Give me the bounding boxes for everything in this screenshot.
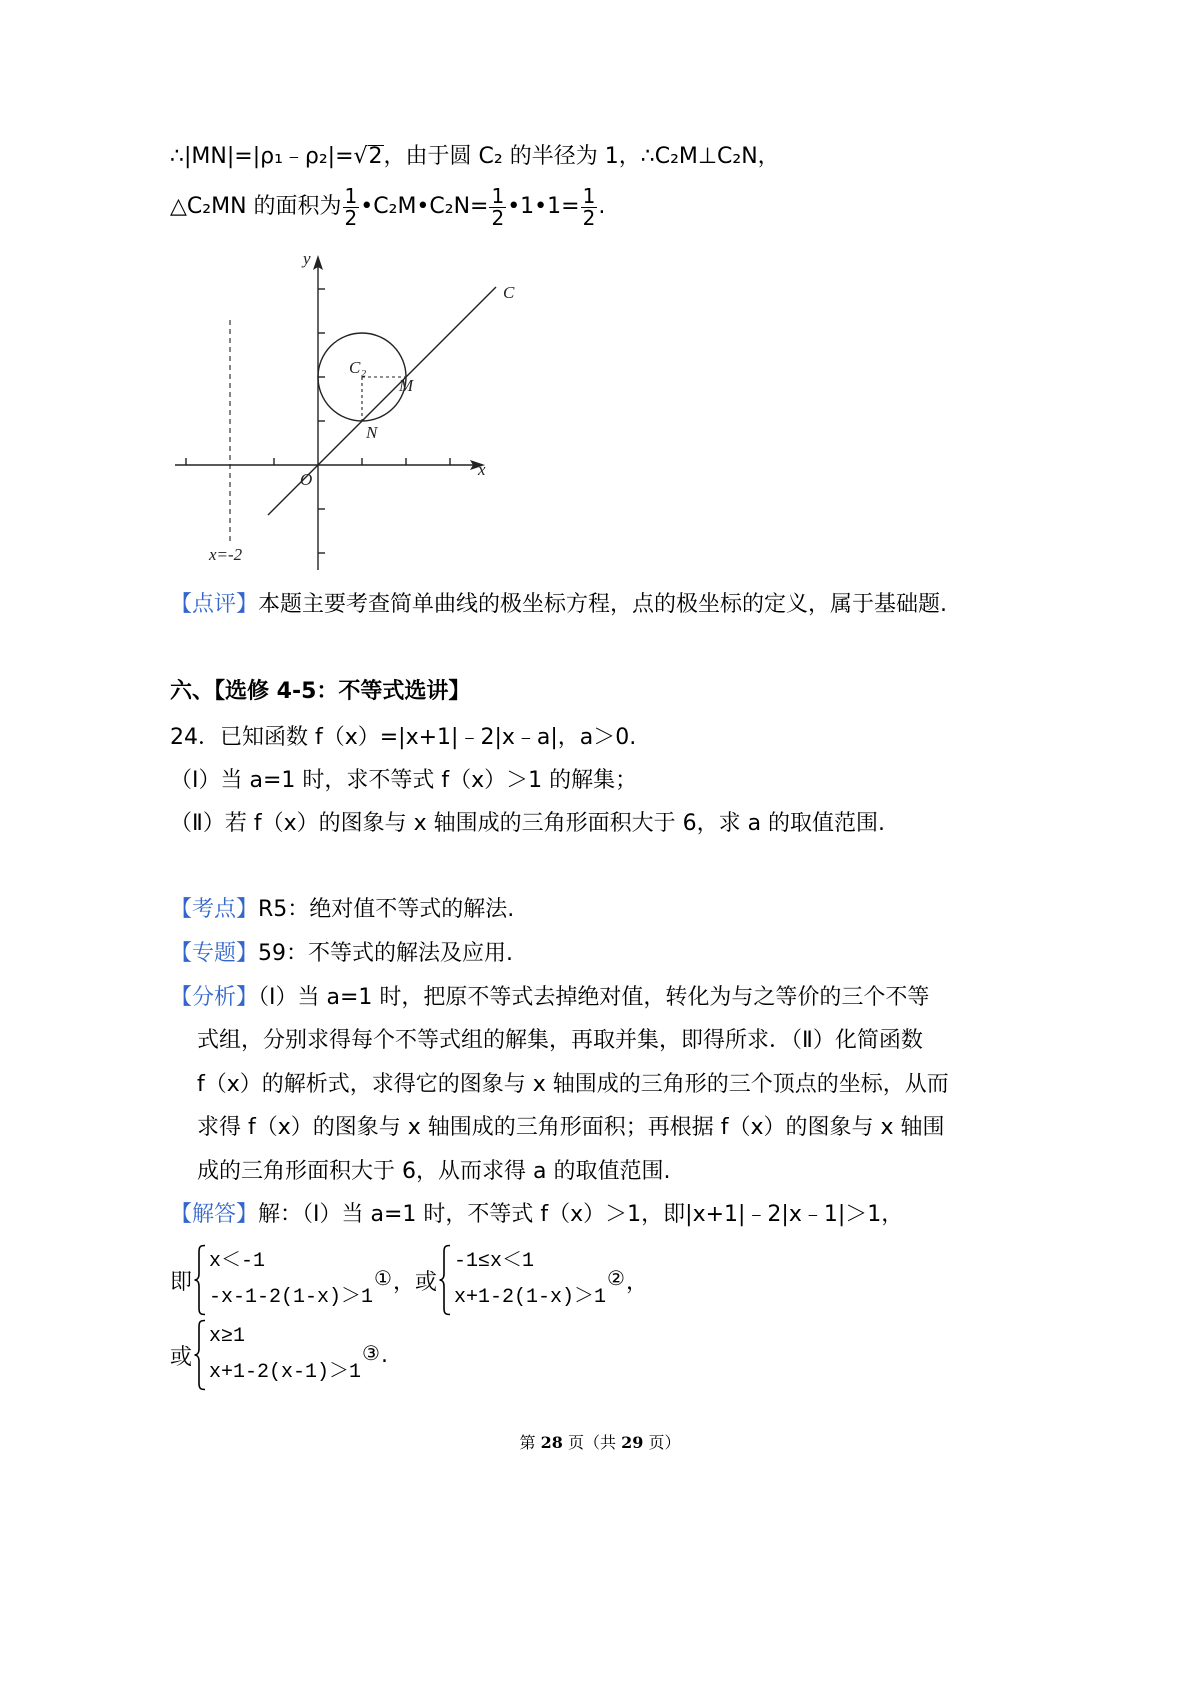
fraction-denominator: 2: [344, 205, 358, 230]
comment-label: 【点评】: [170, 592, 259, 617]
section-heading: 六、【选修 4-5：不等式选讲】: [170, 679, 471, 704]
analysis-line: [170, 976, 929, 1020]
point-m-label: M: [399, 376, 414, 395]
fraction-numerator: 1: [582, 183, 596, 208]
solution-systems-row-1: [170, 1243, 648, 1317]
system-line: -1≤x＜1: [454, 1250, 535, 1273]
circled-number-1: ①: [374, 1266, 392, 1290]
solution-label: 【解答】: [170, 1202, 259, 1227]
intro-line-2-product: •C₂M•C₂N=: [360, 194, 489, 219]
point-n-label: N: [366, 423, 378, 442]
line-c-label: C: [503, 283, 515, 302]
fraction-denominator: 2: [491, 205, 505, 230]
fraction: [343, 183, 360, 230]
footer-prefix: 第: [519, 1433, 541, 1452]
analysis-line: f（x）的解析式，求得它的图象与 x 轴围成的三角形的三个顶点的坐标，从而: [197, 1072, 949, 1097]
vertical-line-label: x=-2: [209, 545, 243, 564]
row-2-prefix: 或: [170, 1344, 193, 1370]
knowledge-point-text: R5：绝对值不等式的解法.: [258, 897, 515, 922]
system-lines: [209, 1244, 373, 1316]
x-axis-label: x: [478, 460, 486, 479]
fraction: [489, 183, 506, 230]
topic-line: [170, 932, 513, 976]
knowledge-point-line: [170, 888, 514, 932]
row-1-joiner: ，或: [392, 1269, 437, 1295]
left-brace-icon: [193, 1319, 207, 1391]
left-brace-icon: [193, 1244, 207, 1316]
system-line: x+1-2(1-x)＞1: [454, 1286, 607, 1309]
origin-label: O: [300, 470, 313, 489]
center-c2-label: C₂: [349, 358, 367, 377]
topic-label: 【专题】: [170, 941, 259, 966]
row-1-prefix: 即: [170, 1269, 193, 1295]
problem-statement: 24．已知函数 f（x）=|x+1|﹣2|x﹣a|，a＞0.: [170, 725, 637, 750]
analysis-line: 式组，分别求得每个不等式组的解集，再取并集，即得所求．（Ⅱ）化简函数: [197, 1028, 923, 1053]
intro-line-1: [170, 135, 780, 179]
fraction-denominator: 2: [582, 205, 596, 230]
solution-line: [170, 1193, 903, 1237]
system-line: x≥1: [209, 1325, 246, 1348]
analysis-line: 求得 f（x）的图象与 x 轴围成的三角形面积；再根据 f（x）的图象与 x 轴围: [197, 1115, 945, 1140]
row-2-suffix: .: [380, 1342, 388, 1368]
system-lines: [209, 1319, 361, 1391]
analysis-line: 成的三角形面积大于 6，从而求得 a 的取值范围.: [197, 1159, 671, 1184]
intro-line-2-values: •1•1=: [507, 194, 580, 219]
intro-line-1-text: ∴|MN|=|ρ₁﹣ρ₂|=√: [170, 144, 368, 169]
row-1-suffix: ，: [625, 1269, 648, 1295]
circled-number-2: ②: [607, 1266, 625, 1290]
inequality-system-3: [192, 1319, 361, 1391]
page-number: 28: [540, 1433, 563, 1452]
y-axis-label: y: [303, 249, 311, 268]
fraction-numerator: 1: [344, 183, 358, 208]
sqrt-radicand: 2: [368, 144, 383, 169]
system-line: x＜-1: [209, 1250, 266, 1273]
intro-line-2-text: △C₂MN 的面积为: [170, 194, 342, 219]
comment-line: [170, 583, 947, 627]
system-line: -x-1-2(1-x)＞1: [209, 1286, 374, 1309]
inequality-system-1: [192, 1244, 373, 1316]
system-lines: [454, 1244, 606, 1316]
circled-number-3: ③: [362, 1341, 380, 1365]
analysis-text: （Ⅰ）当 a=1 时，把原不等式去掉绝对值，转化为与之等价的三个不等: [258, 985, 930, 1010]
intro-line-2: [170, 185, 605, 229]
problem-part-2: （Ⅱ）若 f（x）的图象与 x 轴围成的三角形面积大于 6，求 a 的取值范围.: [170, 811, 886, 836]
left-brace-icon: [438, 1244, 452, 1316]
comment-text: 本题主要考查简单曲线的极坐标方程，点的极坐标的定义，属于基础题.: [258, 592, 948, 617]
solution-text: 解：（Ⅰ）当 a=1 时，不等式 f（x）＞1，即|x+1|﹣2|x﹣1|＞1，: [258, 1202, 904, 1227]
page-footer: [0, 1432, 1200, 1454]
fraction-numerator: 1: [491, 183, 505, 208]
analysis-label: 【分析】: [170, 985, 259, 1010]
fraction: [581, 183, 598, 230]
footer-suffix: 页）: [643, 1433, 681, 1452]
inequality-system-2: [437, 1244, 606, 1316]
footer-middle: 页（共: [562, 1433, 622, 1452]
solution-systems-row-2: [170, 1318, 388, 1392]
topic-text: 59：不等式的解法及应用.: [258, 941, 514, 966]
total-pages: 29: [621, 1433, 644, 1452]
intro-line-2-end: .: [598, 194, 606, 219]
coordinate-figure: [160, 240, 540, 580]
intro-line-1-rest: ，由于圆 C₂ 的半径为 1，∴C₂M⊥C₂N，: [383, 144, 780, 169]
system-line: x+1-2(x-1)＞1: [209, 1361, 362, 1384]
problem-part-1: （Ⅰ）当 a=1 时，求不等式 f（x）＞1 的解集；: [170, 768, 638, 793]
knowledge-point-label: 【考点】: [170, 897, 259, 922]
